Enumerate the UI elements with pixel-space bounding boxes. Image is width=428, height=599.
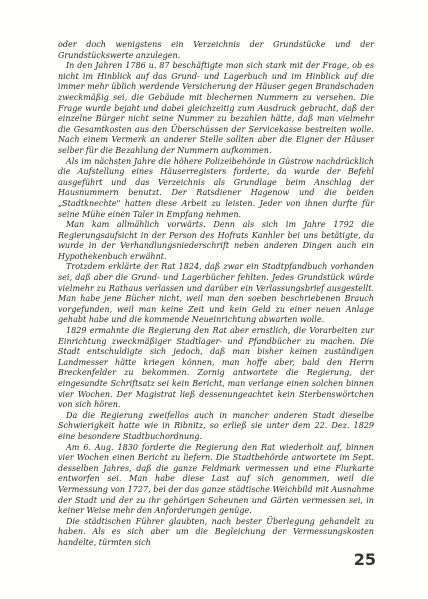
paragraph: Die städtischen Führer glaubten, nach bester Überlegung gehandelt zu haben. Als es sich aber um die Begleichung der Vermessungskosten handelte, türmten sich (58, 516, 374, 547)
paragraph: Da die Regierung zweifellos auch in mancher anderen Stadt dieselbe Schwierigkeit hatte wie in Ribnitz, so erließ sie unter dem 22. Dez. 1829 eine besondere Stadtbuchordnung. (58, 410, 374, 441)
body-text (58, 40, 374, 549)
paragraph: oder doch wenigstens ein Verzeichnis der Grundstücke und der Grundstückswerte anzulegen. (58, 40, 374, 60)
paragraph: Trotzdem erklärte der Rat 1824, daß zwar ein Stadtpfandbuch vorhanden sei, daß aber die Grund- und Lagerbücher fehlten. Jedes Grundstück würde vielmehr zu Rathaus verlassen und darüber ein Verlassungsbrief ausgestellt. Man habe jene Bücher nicht, weil man den soeben beschriebenen Brauch vorgefunden, weil man keine Zeit und kein Geld zu einer neuen Anlage gehabt habe und die kommende Neueinrichtung abwarten wolle. (58, 262, 374, 325)
paragraph: Als im nächsten Jahre die höhere Polizeibehörde in Güstrow nachdrücklich die Aufstellung eines Häuserregisters forderte, da wurde der Befehl ausgeführt und das Verzeichnis als Grundlage beim Anschlag der Hausnummern benutzt. Der Ratsdiener Hagenow und die beiden „Stadtknechte" hatten diese Arbeit zu leisten. Jeder von ihnen durfte für seine Mühe einen Taler in Empfang nehmen. (58, 156, 374, 219)
paragraph: Am 6. Aug. 1830 forderte die Regierung den Rat wiederholt auf, binnen vier Wochen einen Bericht zu liefern. Die Stadtbehörde antwortete im Sept. desselben Jahres, daß die ganze Feldmark vermessen und eine Flurkarte entworfen sei. Man habe diese Last auf sich genommen, weil die Vermessung von 1727, bei der das ganze städtische Weichbild mit Ausnahme der Stadt und der zu ihr gehörigen Scheunen und Gärten vermessen sei, in keiner Weise mehr den Anforderungen genüge. (58, 442, 374, 516)
page-number: 25 (353, 550, 376, 569)
paragraph: In den Jahren 1786 u. 87 beschäftigte man sich stark mit der Frage, ob es nicht im Hinblick auf das Grund- und Lagerbuch und im Hinblick auf die immer mehr üblich werdende Versicherung der Häuser gegen Brandschaden zweckmäßig sei, die Gebäude mit blechernen Nummern zu versehen. Die Frage wurde bejaht und dabei gleichzeitig zum Ausdruck gebracht, daß der einzelne Bürger nicht seine Nummer zu bezahlen hätte, daß man vielmehr die Gesamtkosten aus den Überschüssen der Servicekasse bestreiten wolle. Nach einem Vermerk an anderer Stelle sollten aber die Eigner der Häuser selber für die Bezahlung der Nummern aufkommen. (58, 61, 374, 155)
paragraph: Man kam allmählich vorwärts. Denn als sich im Jahre 1792 die Regierungsaufsicht in der Person des Hofrats Kanhler bei uns betätigte, da wurde in der Verhandlungsniederschrift neben anderen Dingen auch ein Hypothekenbuch erwähnt. (58, 220, 374, 261)
paragraph: 1829 ermahnte die Regierung den Rat aber ernstlich, die Vorarbeiten zur Einrichtung zweckmäßiger Stadtlager- und Pfandbücher zu machen. Die Stadt entschuldigte sich jedoch, daß man bisher keinen zuständigen Landmesser hätte kriegen können, man hoffe aber, bald den Herrn Breckenfelder zu bekommen. Zornig antwortete die Regierung, der eingesandte Schriftsatz sei kein Bericht, man verlange einen solchen binnen vier Wochen. Der Magistrat ließ dessenungeachtet kein Sterbenswörtchen von sich hören. (58, 326, 374, 410)
